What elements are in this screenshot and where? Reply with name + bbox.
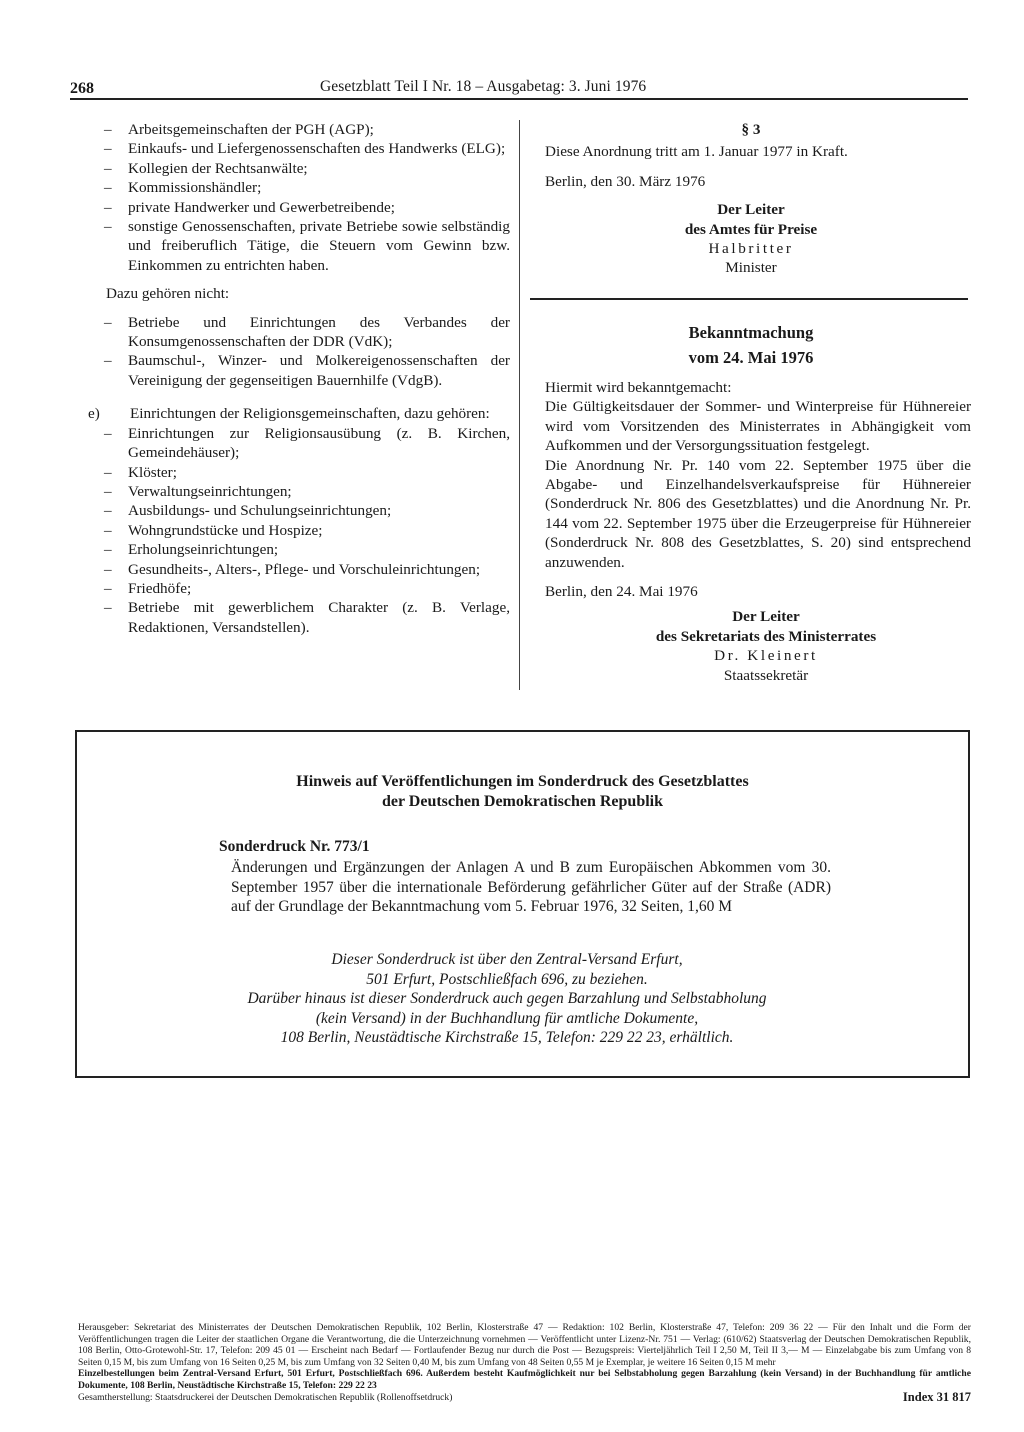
list-item: – Kollegien der Rechtsanwälte;	[88, 159, 510, 178]
place-date: Berlin, den 30. März 1976	[545, 172, 706, 190]
list-item: – Baumschul-, Winzer- und Molkereigenossenschaften der Vereinigung der gegenseitigen Bauernhilfe (VdgB).	[88, 351, 510, 390]
order-line: 501 Erfurt, Postschließfach 696, zu beziehen.	[366, 970, 648, 988]
list-item: – Betriebe mit gewerblichem Charakter (z. B. Verlage, Redaktionen, Versandstellen).	[88, 598, 510, 637]
bekanntmachung-title: Bekanntmachung	[688, 323, 814, 342]
bekanntmachung-date: vom 24. Mai 1976	[688, 348, 814, 367]
page-number: 268	[70, 80, 94, 97]
order-line: (kein Versand) in der Buchhandlung für amtliche Dokumente,	[315, 1009, 699, 1027]
list-item: – Arbeitsgemeinschaften der PGH (AGP);	[88, 120, 510, 139]
left-column	[88, 120, 510, 637]
item-e-text: Einrichtungen der Religionsgemeinschaften, dazu gehören:	[130, 405, 490, 423]
sonderdruck-description: Änderungen und Ergänzungen der Anlagen A und B zum Europäischen Abkommen vom 30. September 1957 über die internationale Beförderung gefährlicher Güter auf der Straße (ADR) auf der Grundlage der Bekanntmachung vom 5. Februar 1976, 32 Seiten, 1,60 M	[231, 859, 831, 915]
signature-name: Halbritter	[708, 240, 794, 258]
intro-text: Hiermit wird bekanntgemacht:	[545, 379, 732, 396]
list-item: – sonstige Genossenschaften, private Betriebe sowie selbständig und freiberuflich Tätige, die Steuern vom Gewinn bzw. Einkommen zu entrichten haben.	[88, 217, 510, 275]
notice-title	[77, 772, 968, 812]
bekanntmachung	[531, 322, 971, 685]
paragraph: Die Anordnung Nr. Pr. 140 vom 22. September 1975 über die Abgabe- und Einzelhandelsverkaufspreise für Hühnereier (Sonderdruck Nr. 806 des Gesetzblattes) und die Anordnung Nr. Pr. 144 vom 22. September 1975 über die Erzeugerpreise für Hühnereier (Sonderdruck Nr. 808 des Gesetzblattes, S. 20) sind entsprechend anzuwenden.	[545, 456, 971, 571]
footer-impressum: Herausgeber: Sekretariat des Ministerrates der Deutschen Demokratischen Republik, 102 Berlin, Klosterstraße 47 — Redaktion: 102 Berlin, Klosterstraße 47, Telefon: 209 36 22 — Für den Inhalt und die Form der Veröffentlichungen tragen die Leiter der staatlichen Organe die Verantwortung, die die Unterzeichnung vornehmen — Veröffentlicht unter Lizenz-Nr. 751 — Verlag: (610/62) Staatsverlag der Deutschen Demokratischen Republik, 108 Berlin, Otto-Grotewohl-Str. 17, Telefon: 209 45 01 — Erscheint nach Bedarf — Fortlaufender Bezug nur durch die Post — Bezugspreis: Vierteljährlich Teil I 2,50 M, Teil II 3,— M — Einzelabgabe bis zum Umfang von 8 Seiten 0,15 M, bis zum Umfang von 16 Seiten 0,25 M, bis zum Umfang von 32 Seiten 0,40 M, bis zum Umfang von 48 Seiten 0,55 M je Exemplar, je weitere 16 Seiten 0,15 M mehr	[78, 1322, 971, 1368]
list-item: – Einrichtungen zur Religionsausübung (z. B. Kirchen, Gemeindehäuser);	[88, 424, 510, 463]
order-line: 108 Berlin, Neustädtische Kirchstraße 15, Telefon: 229 22 23, erhältlich.	[280, 1029, 734, 1046]
list-b	[88, 313, 510, 391]
running-head: Gesetzblatt Teil I Nr. 18 – Ausgabetag: 3. Juni 1976	[320, 78, 647, 95]
list-item: – Verwaltungseinrichtungen;	[88, 482, 510, 501]
order-line: Darüber hinaus ist dieser Sonderdruck auch gegen Barzahlung und Selbstabholung	[247, 990, 767, 1007]
list-item: – Ausbildungs- und Schulungseinrichtungen;	[88, 501, 510, 520]
list-item: – private Handwerker und Gewerbetreibende;	[88, 198, 510, 217]
item-marker: e)	[88, 405, 100, 423]
signature-title: Der Leiter	[717, 201, 785, 219]
column-divider	[519, 120, 520, 690]
signature-title: des Sekretariats des Ministerrates	[655, 627, 877, 645]
list-item: – Friedhöfe;	[88, 579, 510, 598]
section-text: Diese Anordnung tritt am 1. Januar 1977 in Kraft.	[545, 143, 848, 161]
paragraph: Die Gültigkeitsdauer der Sommer- und Winterpreise für Hühnereier wird vom Vorsitzenden des Ministerrates in Abhängigkeit vom Aufkommen und der Versorgungssituation festgelegt.	[545, 398, 971, 455]
list-item: – Klöster;	[88, 463, 510, 482]
list-item: – Einkaufs- und Liefergenossenschaften des Handwerks (ELG);	[88, 139, 510, 158]
section-rule	[530, 298, 968, 300]
dazu-text: Dazu gehören nicht:	[106, 285, 230, 303]
footer-printer: Gesamtherstellung: Staatsdruckerei der Deutschen Demokratischen Republik (Rollenoffsetdruck)	[78, 1391, 453, 1403]
list-a	[88, 120, 510, 275]
section-heading: § 3	[741, 121, 761, 138]
signature-role: Staatssekretär	[723, 666, 809, 684]
list-e	[88, 424, 510, 637]
signature-title: Der Leiter	[732, 608, 800, 626]
list-item: – Wohngrundstücke und Hospize;	[88, 521, 510, 540]
footer-orders: Einzelbestellungen beim Zentral-Versand Erfurt, 501 Erfurt, Postschließfach 696. Außerdem besteht Kaufmöglichkeit nur bei Selbstabholung gegen Barzahlung (kein Versand) in der Buchhandlung für amtliche Dokumente, 108 Berlin, Neustädtische Kirchstraße 15, Telefon: 229 22 23	[78, 1368, 971, 1391]
notice-title-line: der Deutschen Demokratischen Republik	[381, 793, 664, 810]
footer-last-line	[78, 1389, 971, 1404]
signature-name: Dr. Kleinert	[714, 647, 818, 665]
list-item: – Kommissionshändler;	[88, 178, 510, 197]
right-column	[531, 120, 971, 278]
index-number: Index 31 817	[902, 1389, 971, 1404]
signature-title: des Amtes für Preise	[684, 220, 818, 238]
signature-role: Minister	[725, 259, 777, 277]
notice-title-line: Hinweis auf Veröffentlichungen im Sonderdruck des Gesetzblattes	[296, 773, 749, 790]
footer	[78, 1322, 971, 1403]
header-rule	[70, 98, 968, 100]
order-info	[177, 950, 837, 1048]
order-line: Dieser Sonderdruck ist über den Zentral-Versand Erfurt,	[331, 951, 683, 968]
sonderdruck-label: Sonderdruck Nr. 773/1	[219, 838, 370, 855]
list-item: – Gesundheits-, Alters-, Pflege- und Vorschuleinrichtungen;	[88, 560, 510, 579]
notice-box	[75, 730, 970, 1078]
item-e	[88, 404, 510, 423]
list-item: – Erholungseinrichtungen;	[88, 540, 510, 559]
list-item: – Betriebe und Einrichtungen des Verbandes der Konsumgenossenschaften der DDR (VdK);	[88, 313, 510, 352]
place-date: Berlin, den 24. Mai 1976	[545, 583, 698, 601]
